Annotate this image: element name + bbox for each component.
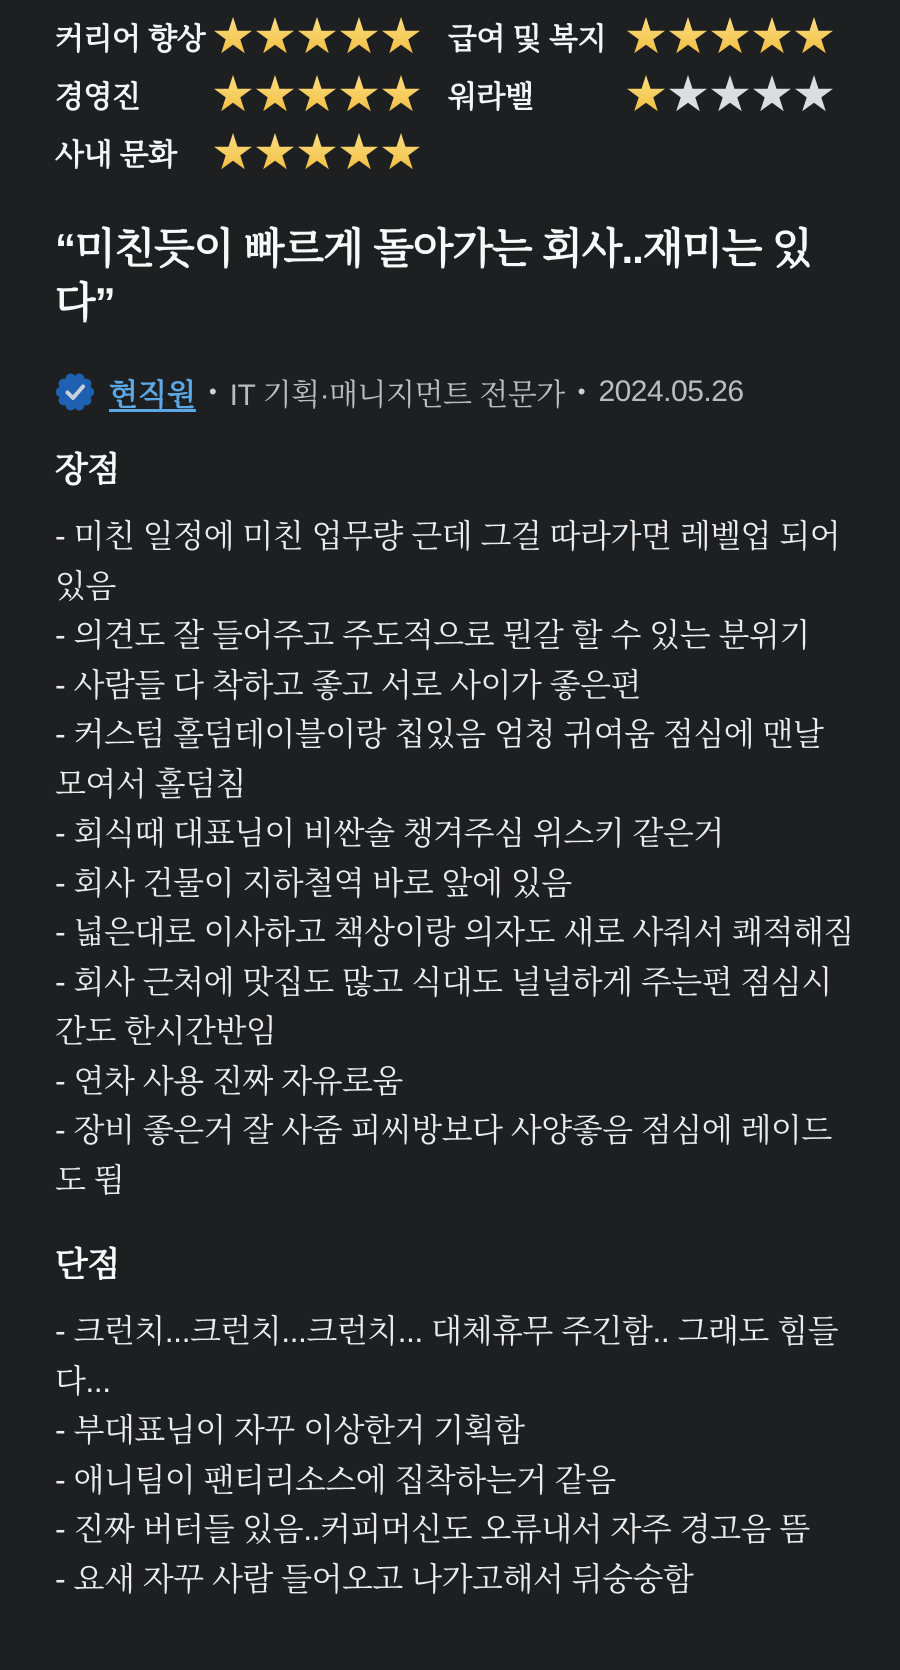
meta-separator-icon: •: [208, 379, 217, 404]
star-rating: [213, 16, 448, 56]
cons-item: - 부대표님이 자꾸 이상한거 기획함: [55, 1412, 525, 1448]
reviewer-status-link[interactable]: 현직원: [109, 379, 196, 412]
pros-item: - 넓은대로 이사하고 책상이랑 의자도 새로 사줘서 쾌적해짐: [55, 914, 854, 950]
star-icon-filled: [339, 16, 379, 56]
star-icon-filled: [626, 74, 666, 114]
star-icon-filled: [255, 74, 295, 114]
rating-label: 경영진: [55, 81, 141, 114]
star-icon-filled: [626, 16, 666, 56]
cons-item: - 크런치...크런치...크런치... 대체휴무 주긴함.. 그래도 힘들다...: [55, 1313, 839, 1399]
star-icon-filled: [213, 132, 253, 172]
pros-heading: 장점: [55, 451, 120, 489]
pros-item: - 회사 건물이 지하철역 바로 앞에 있음: [55, 864, 572, 901]
star-icon-filled: [213, 74, 253, 114]
pros-item: - 회사 근처에 맛집도 많고 식대도 널널하게 주는편 점심시간도 한시간반임: [55, 963, 832, 1049]
reviewer-role: IT 기획·매니지먼트 전문가: [229, 379, 565, 412]
cons-section: [55, 1241, 855, 1604]
star-icon-empty: [668, 74, 708, 114]
star-rating: [213, 74, 448, 114]
star-rating: [626, 74, 855, 114]
cons-heading: 단점: [55, 1246, 120, 1284]
cons-list: [55, 1307, 855, 1604]
verified-badge-icon: [55, 372, 95, 412]
star-icon-filled: [339, 74, 379, 114]
rating-label: 급여 및 복지: [448, 23, 607, 56]
star-icon-filled: [297, 74, 337, 114]
rating-label: 워라밸: [448, 81, 534, 114]
star-icon-filled: [297, 16, 337, 56]
star-icon-filled: [381, 74, 421, 114]
cons-item: - 요새 자꾸 사람 들어오고 나가고해서 뒤숭숭함: [55, 1560, 694, 1597]
pros-item: - 의견도 잘 들어주고 주도적으로 뭔갈 할 수 있는 분위기: [55, 617, 810, 653]
star-icon-filled: [710, 16, 750, 56]
star-rating: [213, 132, 448, 172]
star-icon-filled: [339, 132, 379, 172]
star-icon-filled: [668, 16, 708, 56]
star-icon-filled: [752, 16, 792, 56]
review-title: “미친듯이 빠르게 돌아가는 회사..재미는 있다”: [55, 225, 812, 326]
pros-item: - 미친 일정에 미친 업무량 근데 그걸 따라가면 레벨업 되어있음: [55, 518, 841, 604]
review-date: 2024.05.26: [598, 375, 744, 408]
star-icon-filled: [381, 16, 421, 56]
pros-item: - 회식때 대표님이 비싼술 챙겨주심 위스키 같은거: [55, 815, 724, 851]
star-icon-filled: [213, 16, 253, 56]
review-meta: [55, 370, 855, 414]
star-icon-empty: [752, 74, 792, 114]
cons-item: - 애니팀이 팬티리소스에 집착하는거 같음: [55, 1461, 616, 1498]
pros-list: [55, 512, 855, 1205]
pros-item: - 장비 좋은거 잘 사줌 피씨방보다 사양좋음 점심에 레이드도 뜀: [55, 1112, 832, 1198]
pros-item: - 사람들 다 착하고 좋고 서로 사이가 좋은편: [55, 666, 641, 703]
pros-item: - 연차 사용 진짜 자유로움: [55, 1062, 403, 1099]
cons-item: - 진짜 버터들 있음..커피머신도 오류내서 자주 경고음 뜸: [55, 1511, 810, 1547]
star-icon-filled: [255, 16, 295, 56]
star-icon-filled: [381, 132, 421, 172]
pros-section: [55, 446, 855, 1205]
star-icon-empty: [710, 74, 750, 114]
star-rating: [626, 16, 855, 56]
rating-label: 커리어 향상: [55, 23, 206, 56]
rating-label: 사내 문화: [55, 139, 177, 172]
star-icon-filled: [794, 16, 834, 56]
pros-item: - 커스텀 홀덤테이블이랑 칩있음 엄청 귀여움 점심에 맨날 모여서 홀덤침: [55, 716, 824, 802]
star-icon-empty: [794, 74, 834, 114]
meta-separator-icon: •: [577, 379, 586, 404]
rating-summary: [55, 14, 855, 174]
star-icon-filled: [297, 132, 337, 172]
star-icon-filled: [255, 132, 295, 172]
